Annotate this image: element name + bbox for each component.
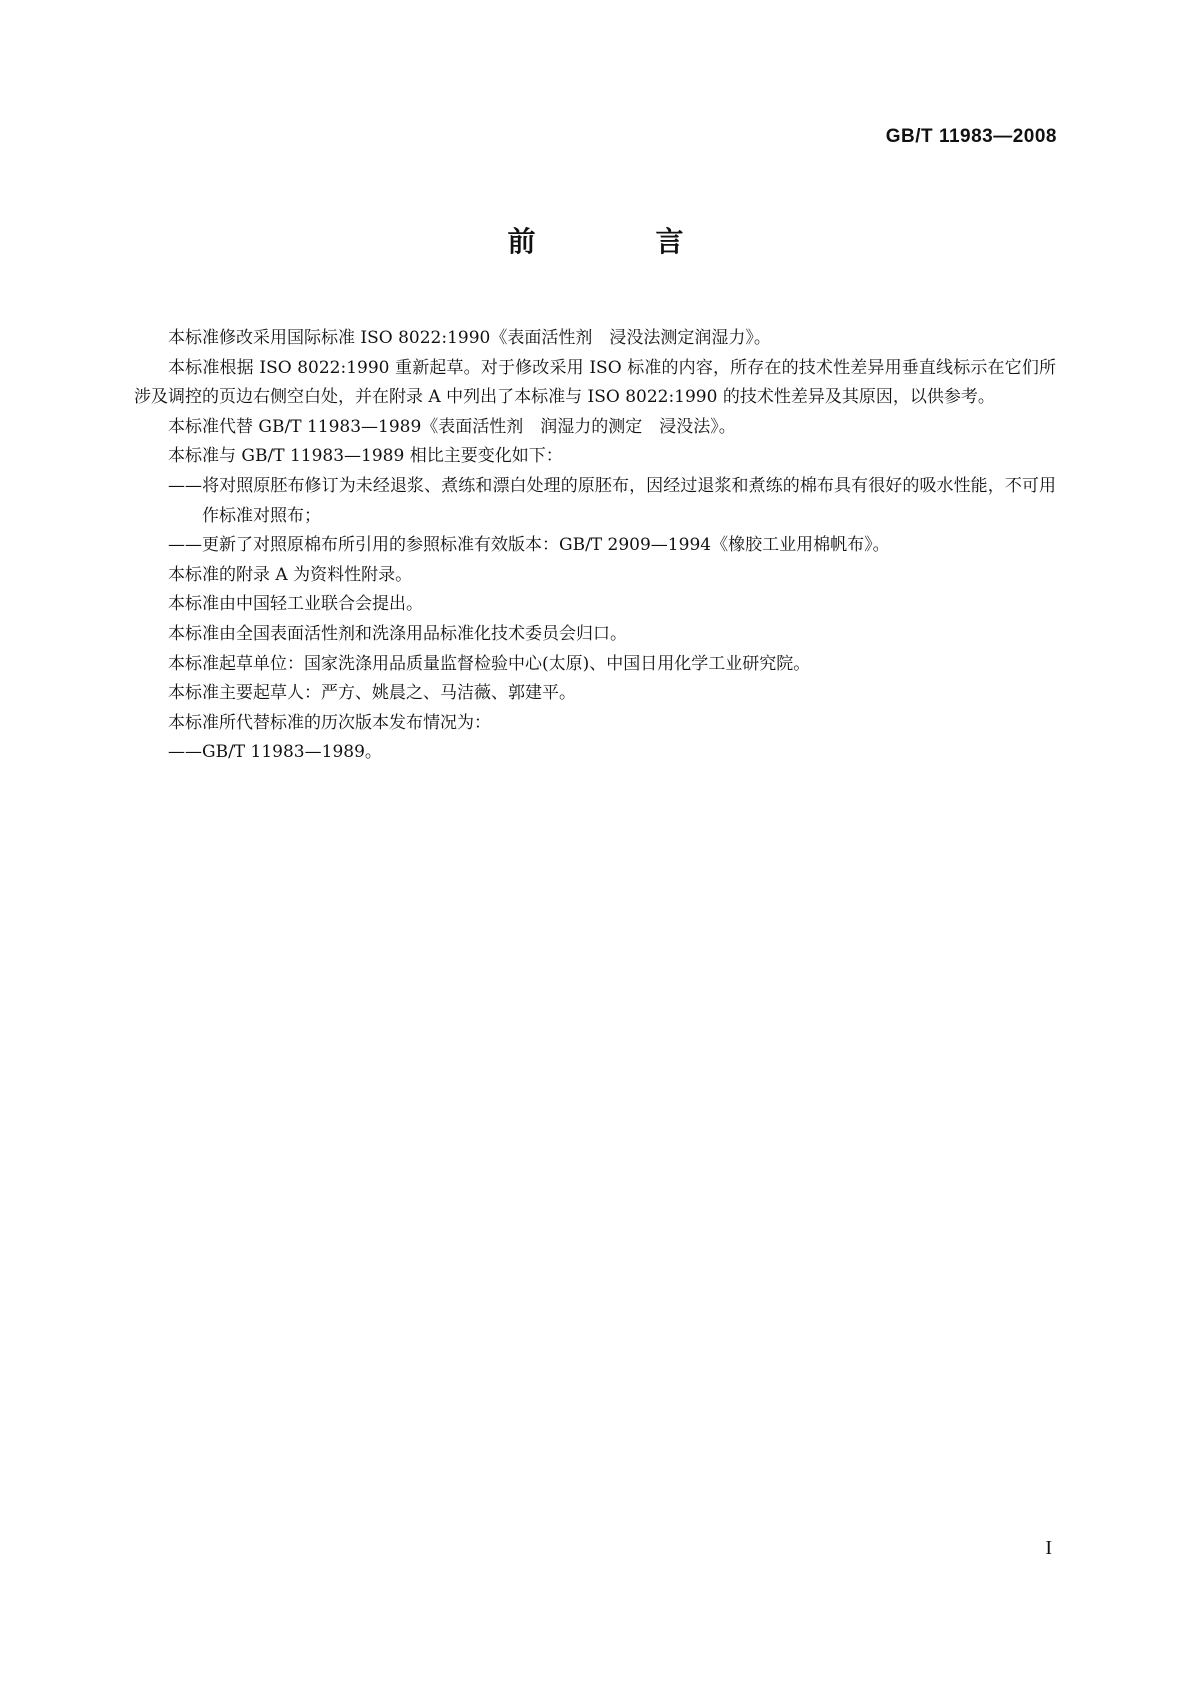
standard-code: GB/T 11983—2008	[885, 126, 1057, 147]
foreword-body	[134, 324, 1056, 768]
paragraph-proposer: 本标准由中国轻工业联合会提出。	[168, 594, 423, 615]
page-title: 前 言	[507, 225, 730, 258]
paragraph-committee: 本标准由全国表面活性剂和洗涤用品标准化技术委员会归口。	[168, 623, 627, 644]
paragraph-drafters: 本标准主要起草人：严方、姚晨之、马洁薇、郭建平。	[168, 683, 576, 704]
paragraph-drafting-basis: 本标准根据 ISO 8022:1990 重新起草。对于修改采用 ISO 标准的内容，所存在的技术性差异用垂直线标示在它们所涉及调控的页边右侧空白处，并在附录 A 中列出了本标准与 ISO 8022:1990 的技术性差异及其原因，以供参考。	[134, 357, 1056, 408]
list-item-change-1: ——将对照原胚布修订为未经退浆、煮练和漂白处理的原胚布，因经过退浆和煮练的棉布具有很好的吸水性能，不可用作标准对照布；	[168, 475, 1056, 526]
paragraph-main-changes: 本标准与 GB/T 11983—1989 相比主要变化如下：	[168, 446, 563, 467]
paragraph-history: 本标准所代替标准的历次版本发布情况为：	[168, 712, 491, 733]
page-number: I	[1045, 1537, 1052, 1559]
paragraph-drafting-units: 本标准起草单位：国家洗涤用品质量监督检验中心(太原)、中国日用化学工业研究院。	[168, 653, 811, 674]
paragraph-adoption: 本标准修改采用国际标准 ISO 8022:1990《表面活性剂 浸没法测定润湿力》。	[168, 328, 771, 348]
paragraph-replacement: 本标准代替 GB/T 11983—1989《表面活性剂 润湿力的测定 浸没法》。	[168, 416, 736, 437]
list-item-previous-version: ——GB/T 11983—1989。	[168, 742, 382, 763]
paragraph-appendix: 本标准的附录 A 为资料性附录。	[168, 564, 413, 585]
list-item-change-2: ——更新了对照原棉布所引用的参照标准有效版本：GB/T 2909—1994《橡胶工业用棉帆布》。	[168, 535, 890, 556]
